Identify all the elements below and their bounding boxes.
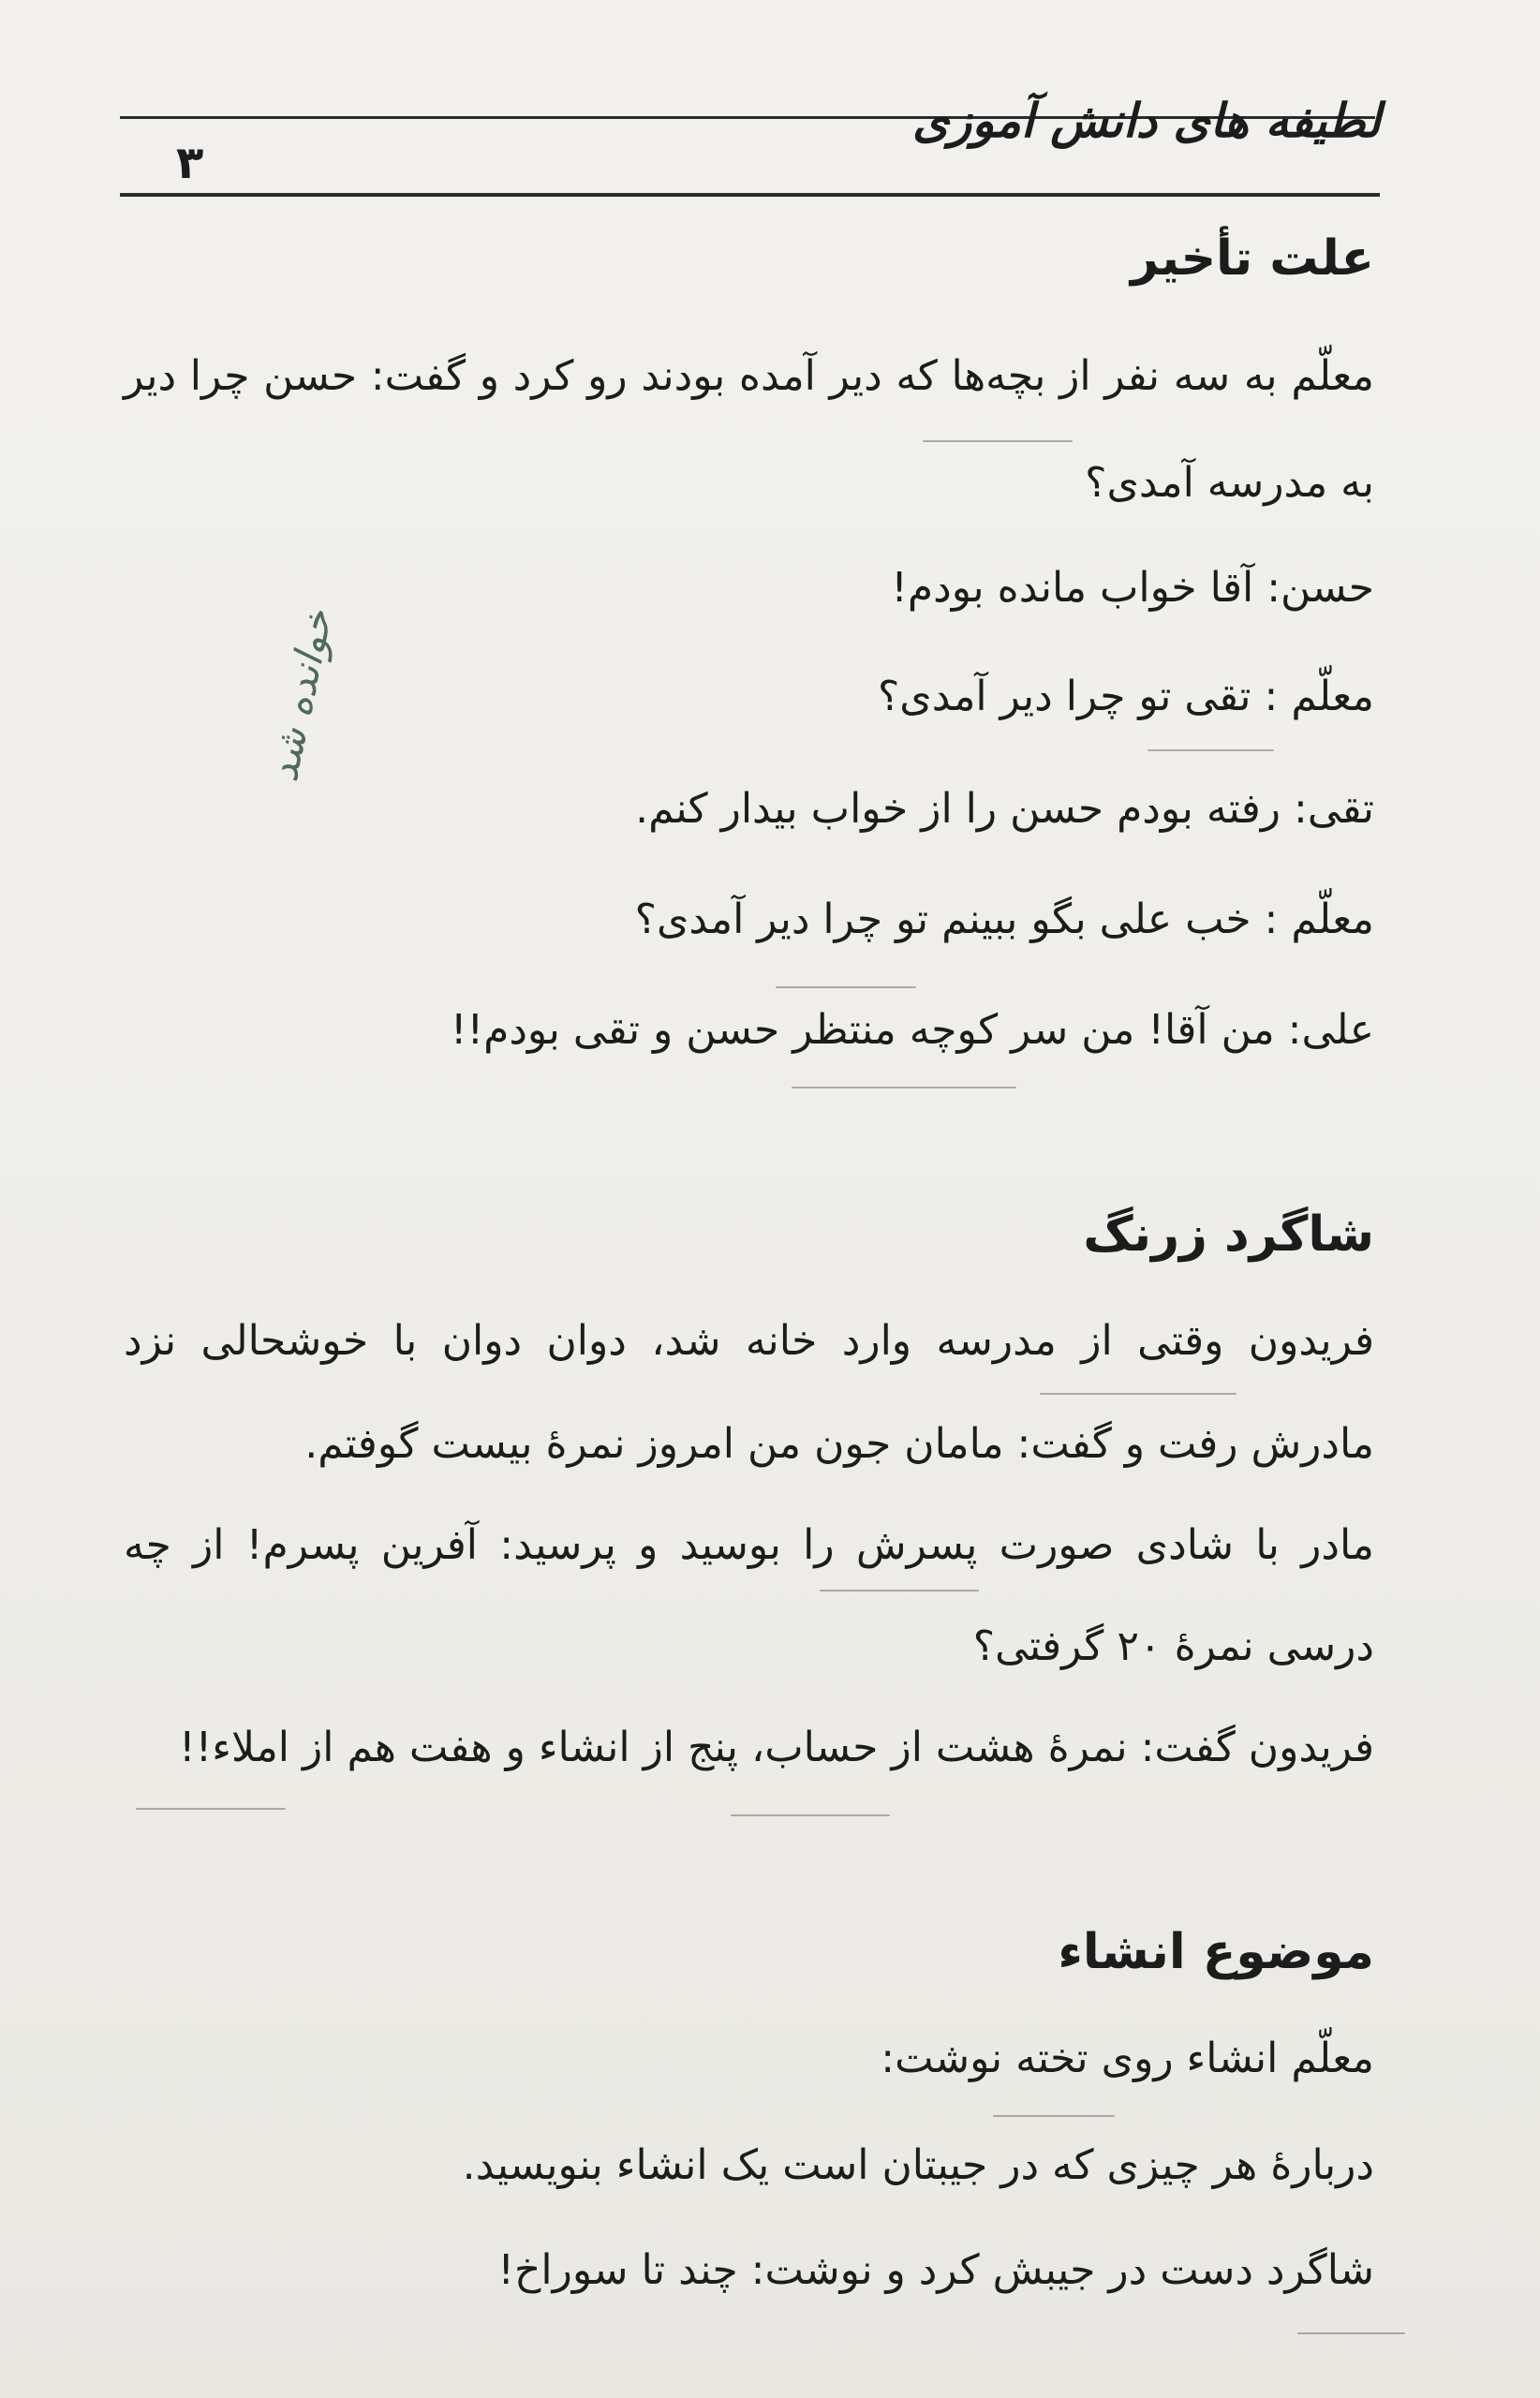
pencil-underline xyxy=(1297,2332,1405,2334)
pencil-underline xyxy=(820,1590,979,1591)
section-2-line-3: مادر با شادی صورت پسرش را بوسید و پرسید: آفرین پسرم! از چه xyxy=(124,1521,1374,1569)
pencil-underline xyxy=(731,1814,890,1816)
section-1-line-3: حسن: آقا خواب مانده بودم! xyxy=(891,564,1374,612)
section-2-line-4: درسی نمرهٔ ۲۰ گرفتی؟ xyxy=(972,1622,1374,1670)
section-title-reason-for-lateness: علت تأخیر xyxy=(1131,230,1374,287)
pencil-underline xyxy=(993,2115,1115,2117)
section-1-line-1: معلّم به سه نفر از بچه‌ها که دیر آمده بودند رو کرد و گفت: حسن چرا دیر xyxy=(124,352,1374,400)
header-bottom-rule xyxy=(120,193,1380,197)
pencil-underline xyxy=(1040,1393,1236,1395)
section-3-line-3: شاگرد دست در جیبش کرد و نوشت: چند تا سوراخ! xyxy=(497,2246,1374,2294)
section-1-line-5: تقی: رفته بودم حسن را از خواب بیدار کنم. xyxy=(635,785,1374,833)
pencil-underline xyxy=(136,1808,286,1810)
pencil-underline xyxy=(1148,749,1274,751)
section-1-line-4: معلّم : تقی تو چرا دیر آمدی؟ xyxy=(877,673,1374,720)
pencil-underline xyxy=(776,986,916,988)
page-number: ۳ xyxy=(176,137,204,189)
section-2-line-2: مادرش رفت و گفت: ماما‌ن جون من امروز نمرهٔ بیست گوفتم. xyxy=(304,1420,1374,1468)
section-3-line-1: معلّم انشاء روی تخته نوشت: xyxy=(881,2035,1374,2082)
section-1-line-6: معلّم : خب علی بگو ببینم تو چرا دیر آمدی؟ xyxy=(634,896,1374,943)
pencil-underline xyxy=(923,440,1073,442)
section-title-clever-student: شاگرد زرنگ xyxy=(1083,1206,1374,1263)
pencil-underline xyxy=(792,1087,1016,1088)
section-1-line-2: به مدرسه آمدی؟ xyxy=(1085,459,1374,507)
section-2-line-1: فریدون وقتی از مدرسه وارد خانه شد، دوان دوان با خوشحالی نزد xyxy=(124,1317,1374,1365)
section-title-essay-topic: موضوع انشاء xyxy=(1058,1924,1374,1980)
section-3-line-2: دربارهٔ هر چیزی که در جیبتان است یک انشاء بنویسید. xyxy=(462,2141,1374,2189)
handwritten-margin-note: خوانده شد xyxy=(259,605,342,786)
section-2-line-5: فریدون گفت: نمرهٔ هشت از حساب، پنج از انشاء و هفت هم از املاء!! xyxy=(179,1724,1374,1771)
section-1-line-7: علی: من آقا! من سر کوچه منتظر حسن و تقی بودم!! xyxy=(450,1006,1374,1054)
running-head: لطیفه های دانش آموزی xyxy=(912,93,1381,148)
